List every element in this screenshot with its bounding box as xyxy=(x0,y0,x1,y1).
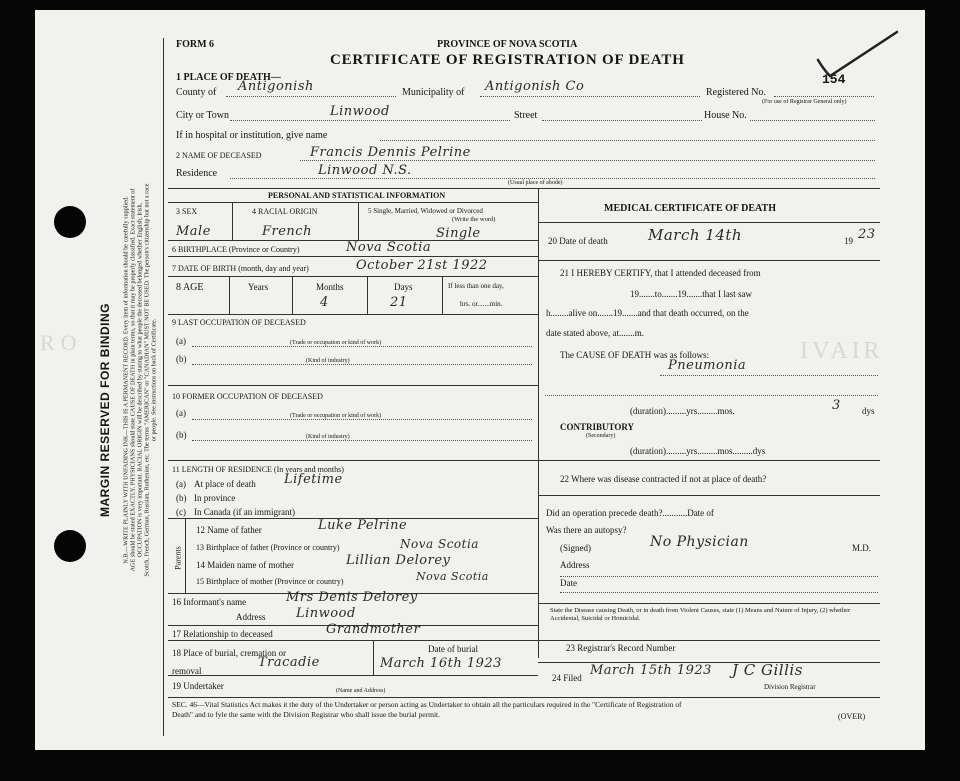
birthplace-label: 6 BIRTHPLACE (Province or Country) xyxy=(172,245,300,254)
md-label: M.D. xyxy=(852,543,872,553)
dob-label: 7 DATE OF BIRTH (month, day and year) xyxy=(172,264,309,273)
father-label: 12 Name of father xyxy=(196,525,262,535)
in-province-label: In province xyxy=(194,493,236,503)
page-title: CERTIFICATE OF REGISTRATION OF DEATH xyxy=(330,52,685,68)
deceased-name-label: 2 NAME OF DECEASED xyxy=(176,151,262,160)
margin-note-4: Scotch, French, German, Russian, Ruthenian, etc. The terms "AMERICAN" or "CANADIAN" MUST NOT BE USED. The person's citizenship but not a race xyxy=(143,183,151,577)
municipality-value: Antigonish Co xyxy=(485,79,585,94)
personal-section-header: PERSONAL AND STATISTICAL INFORMATION xyxy=(268,191,446,200)
mother-birth-label: 15 Birthplace of mother (Province or country) xyxy=(196,577,344,586)
city-label: City or Town xyxy=(176,110,230,121)
operation-label: Did an operation precede death?...........Date of xyxy=(546,508,714,518)
margin-note-1: N.B.—WRITE PLAINLY WITH UNFADING INK—THIS IS A PERMANENT RECORD. Every item of information should be carefully supplied. xyxy=(122,196,130,564)
form-number: FORM 6 xyxy=(176,39,215,50)
mother-value: Lillian Delorey xyxy=(346,553,451,568)
father-birth-value: Nova Scotia xyxy=(400,537,479,551)
med-address-label: Address xyxy=(560,560,590,570)
over-label: (OVER) xyxy=(838,712,866,721)
relationship-value: Grandmother xyxy=(326,622,421,637)
sex-value: Male xyxy=(176,224,211,239)
residence-length-label: 11 LENGTH OF RESIDENCE (In years and months) xyxy=(172,465,344,474)
signed-value: No Physician xyxy=(650,534,749,550)
residence-value: Linwood N.S. xyxy=(318,163,412,178)
footer-sec-46: SEC. 46—Vital Statistics Act makes it the duty of the Undertaker or person acting as Undertaker to obtain all the particulars required in the "Certificate of Registration of xyxy=(172,700,682,709)
months-label: Months xyxy=(316,282,344,292)
city-value: Linwood xyxy=(330,104,390,119)
residence-note: (Usual place of abode) xyxy=(508,180,563,186)
duration-secondary: (duration).........yrs.........mos.........dys xyxy=(630,446,766,456)
residence-label: Residence xyxy=(176,168,218,179)
cause-label: The CAUSE OF DEATH was as follows: xyxy=(560,350,709,360)
last-industry-note: (Kind of industry) xyxy=(306,358,350,364)
med-date-label: Date xyxy=(560,578,577,588)
dob-value: October 21st 1922 xyxy=(356,258,488,273)
registrar-signature: J C Gillis xyxy=(732,661,803,679)
registered-label: Registered No. xyxy=(706,87,766,98)
street-label: Street xyxy=(514,110,538,121)
filed-value: March 15th 1923 xyxy=(590,663,712,678)
former-industry-note: (Kind of industry) xyxy=(306,434,350,440)
registered-note: (For use of Registrar General only) xyxy=(762,99,847,105)
last-occupation-label: 9 LAST OCCUPATION OF DECEASED xyxy=(172,318,306,327)
margin-note-5: or people. See instructions on back of Certificate. xyxy=(150,318,158,442)
last-occ-a: (a) xyxy=(176,336,186,346)
last-occ-b: (b) xyxy=(176,354,187,364)
informant-address-value: Linwood xyxy=(296,606,356,621)
death-date-label: 20 Date of death xyxy=(548,236,608,246)
years-label: Years xyxy=(248,282,269,292)
county-value: Antigonish xyxy=(238,79,314,94)
certify-from-to: 19.......to.......19.......that I last saw xyxy=(630,289,752,299)
parents-side-label: Parents xyxy=(173,546,183,570)
marital-note: (Write the word) xyxy=(452,216,496,223)
undertaker-label: 19 Undertaker xyxy=(172,681,224,691)
in-canada-label: In Canada (if an immigrant) xyxy=(194,507,295,517)
days-value: 21 xyxy=(390,295,408,310)
contracted-label: 22 Where was disease contracted if not at place of death? xyxy=(560,474,767,484)
racial-label: 4 RACIAL ORIGIN xyxy=(252,207,318,216)
burial-place-value: Tracadie xyxy=(258,655,320,670)
informant-address-label: Address xyxy=(236,612,266,622)
margin-note-2: AGE should be stated EXACTLY. PHYSICIANS should state CAUSE OF DEATH in plain terms, so that it may be properly classified. Exact statement of xyxy=(129,188,137,572)
former-occ-a: (a) xyxy=(176,408,186,418)
res-c: (c) xyxy=(176,507,186,517)
age-label: 8 AGE xyxy=(176,282,204,293)
footer-sec-46-cont: Death" and to fyle the same with the Division Registrar who shall issue the burial permit. xyxy=(172,710,441,719)
record-number-label: 23 Registrar's Record Number xyxy=(566,643,676,653)
informant-label: 16 Informant's name xyxy=(172,597,247,607)
relationship-label: 17 Relationship to deceased xyxy=(172,629,273,639)
former-occupation-label: 10 FORMER OCCUPATION OF DECEASED xyxy=(172,392,323,401)
certificate-number: 154 xyxy=(822,72,846,87)
racial-value: French xyxy=(262,224,312,239)
father-value: Luke Pelrine xyxy=(318,518,408,533)
undertaker-note: (Name and Address) xyxy=(336,688,386,694)
mother-birth-value: Nova Scotia xyxy=(416,570,489,583)
binding-margin-label: MARGIN RESERVED FOR BINDING xyxy=(98,303,112,517)
municipality-label: Municipality of xyxy=(402,87,465,98)
death-year-value: 23 xyxy=(858,227,876,242)
former-trade-note: (Trade or occupation or kind of work) xyxy=(290,413,382,419)
county-label: County of xyxy=(176,87,217,98)
secondary-note: (Secondary) xyxy=(586,433,616,439)
certify-statement: 21 I HEREBY CERTIFY, that I attended deceased from xyxy=(560,268,761,278)
death-date-value: March 14th xyxy=(648,226,743,244)
place-section-label: 1 PLACE OF DEATH— xyxy=(176,72,281,83)
certify-date-stated: date stated above, at.......m. xyxy=(546,328,644,338)
house-label: House No. xyxy=(704,110,747,121)
autopsy-label: Was there an autopsy? xyxy=(546,525,627,535)
cause-value: Pneumonia xyxy=(668,358,747,373)
months-value: 4 xyxy=(320,295,329,310)
birthplace-value: Nova Scotia xyxy=(346,240,432,255)
burial-place-label: 18 Place of burial, cremation or removal xyxy=(172,648,286,676)
sex-label: 3 SEX xyxy=(176,207,198,216)
medical-section-header: MEDICAL CERTIFICATE OF DEATH xyxy=(604,203,776,214)
marital-label: 5 Single, Married, Widowed or Divorced xyxy=(368,207,483,215)
signed-label: (Signed) xyxy=(560,543,591,553)
certify-alive: h........alive on.......19.......and that death occurred, on the xyxy=(546,308,749,318)
contributory-label: CONTRIBUTORY xyxy=(560,422,635,432)
province-heading: PROVINCE OF NOVA SCOTIA xyxy=(437,39,578,50)
duration-primary: (duration).........yrs.........mos. xyxy=(630,406,735,416)
bleed-through-left: RO xyxy=(40,330,83,355)
filed-label: 24 Filed xyxy=(552,673,582,683)
margin-note-3: OCCUPATION is very important. RACIAL ORIGIN will be described by stating to what people the deceased belonged whether English, Irish, xyxy=(136,202,144,558)
res-b: (b) xyxy=(176,493,187,503)
disease-note: State the Disease causing Death, or in death from Violent Causes, state (1) Means and Nature of Injury, (2) whether Accidental, Suicidal or Homicidal. xyxy=(550,607,851,622)
marital-value: Single xyxy=(436,226,481,241)
father-birth-label: 13 Birthplace of father (Province or country) xyxy=(196,543,340,552)
bleed-through-right: IVAIR xyxy=(800,338,884,364)
hospital-label: If in hospital or institution, give name xyxy=(176,130,328,141)
last-trade-note: (Trade or occupation or kind of work) xyxy=(290,340,382,346)
hrs-min-label: hrs. or.......min. xyxy=(460,300,503,308)
duration-days-value: 3 xyxy=(832,398,841,413)
mother-label: 14 Maiden name of mother xyxy=(196,560,294,570)
duration-dys-label: dys xyxy=(862,406,875,416)
former-occ-b: (b) xyxy=(176,430,187,440)
burial-date-label: Date of burial xyxy=(428,644,478,654)
less-day-label: If less than one day, xyxy=(448,282,504,290)
days-label: Days xyxy=(394,282,413,292)
deceased-name-value: Francis Dennis Pelrine xyxy=(310,145,471,160)
res-a: (a) xyxy=(176,479,186,489)
registrar-label: Division Registrar xyxy=(764,683,816,691)
informant-value: Mrs Denis Delorey xyxy=(286,590,418,605)
burial-date-value: March 16th 1923 xyxy=(380,656,502,671)
at-place-value: Lifetime xyxy=(284,472,343,487)
at-place-label: At place of death xyxy=(194,479,256,489)
death-year-prefix: 19 xyxy=(844,236,853,246)
